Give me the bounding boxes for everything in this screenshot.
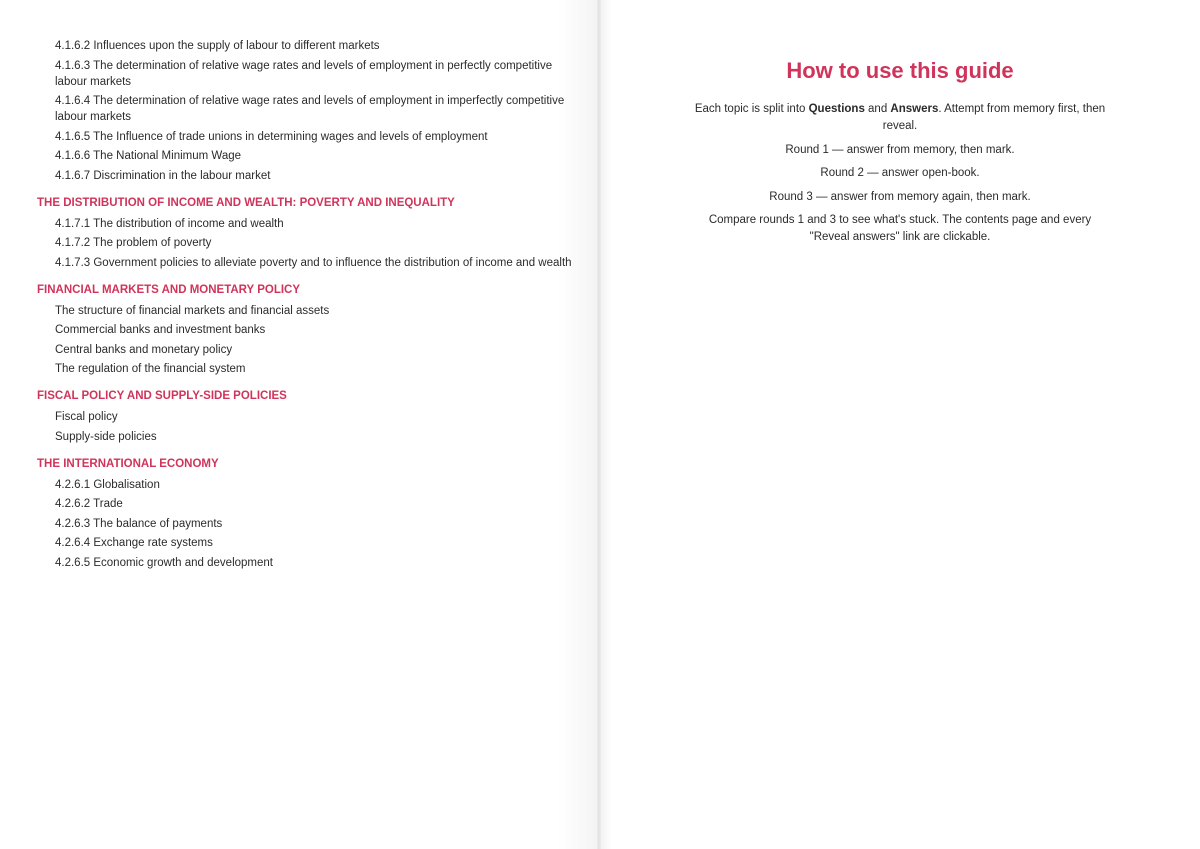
toc-link[interactable]: 4.2.6.3 The balance of payments [55,517,223,530]
toc-link[interactable]: 4.1.6.4 The determination of relative wage rates and levels of employment in imperfectly competitive labour markets [55,95,565,123]
toc-link[interactable]: 4.1.6.3 The determination of relative wage rates and levels of employment in perfectly competitive labour markets [55,59,553,88]
toc-section-heading[interactable]: FISCAL POLICY AND SUPPLY-SIDE POLICIES [37,390,287,402]
toc-link[interactable]: 4.2.6.1 Globalisation [55,478,160,491]
toc-link[interactable]: Supply-side policies [55,430,157,443]
round-3-instruction: Round 3 — answer from memory again, then mark. [769,190,1031,203]
intro-text: Each topic is split into [694,103,809,115]
page-gutter [597,0,601,849]
toc-link[interactable]: 4.1.6.2 Influences upon the supply of labour to different markets [55,40,380,52]
toc-group-fiscal-policy [37,389,577,445]
intro-text: . Attempt from memory first, then reveal. [882,103,1106,132]
toc-link[interactable]: 4.1.7.2 The problem of poverty [55,237,212,249]
toc-section-heading[interactable]: THE DISTRIBUTION OF INCOME AND WEALTH: POVERTY AND INEQUALITY [37,196,455,209]
table-of-contents [37,38,577,574]
toc-link[interactable]: 4.1.7.1 The distribution of income and wealth [55,217,284,230]
guide-intro [690,101,1110,135]
toc-link[interactable]: Fiscal policy [55,411,118,423]
round-1-instruction: Round 1 — answer from memory, then mark. [785,143,1015,156]
toc-group-labour-market [37,38,577,184]
toc-group-international-economy [37,457,577,571]
toc-link[interactable]: Central banks and monetary policy [55,343,233,356]
intro-text: and [864,103,891,115]
toc-link[interactable]: 4.1.6.5 The Influence of trade unions in determining wages and levels of employment [55,130,488,143]
toc-group-financial-markets [37,283,577,378]
toc-link[interactable]: 4.2.6.2 Trade [55,498,123,510]
toc-link[interactable]: 4.1.6.6 The National Minimum Wage [55,150,242,162]
answers-label: Answers [890,103,939,115]
round-2-instruction: Round 2 — answer open-book. [820,167,980,179]
toc-link[interactable]: The structure of financial markets and financial assets [55,304,330,317]
guide-instructions [690,101,1110,253]
toc-link[interactable]: 4.2.6.4 Exchange rate systems [55,537,213,549]
toc-link[interactable]: Commercial banks and investment banks [55,324,266,336]
toc-link[interactable]: 4.1.6.7 Discrimination in the labour market [55,169,271,182]
toc-section-heading[interactable]: FINANCIAL MARKETS AND MONETARY POLICY [37,283,301,296]
toc-link[interactable]: The regulation of the financial system [55,363,246,375]
toc-link[interactable]: 4.2.6.5 Economic growth and development [55,556,273,569]
guide-title: How to use this guide [786,58,1014,83]
guide-outro: Compare rounds 1 and 3 to see what's stuck. The contents page and every "Reveal answers" link are clickable. [708,214,1092,243]
questions-label: Questions [808,103,865,115]
toc-link[interactable]: 4.1.7.3 Government policies to alleviate poverty and to influence the distribution of income and wealth [55,256,572,269]
toc-section-heading[interactable]: THE INTERNATIONAL ECONOMY [37,457,219,470]
toc-group-income-wealth [37,196,577,271]
